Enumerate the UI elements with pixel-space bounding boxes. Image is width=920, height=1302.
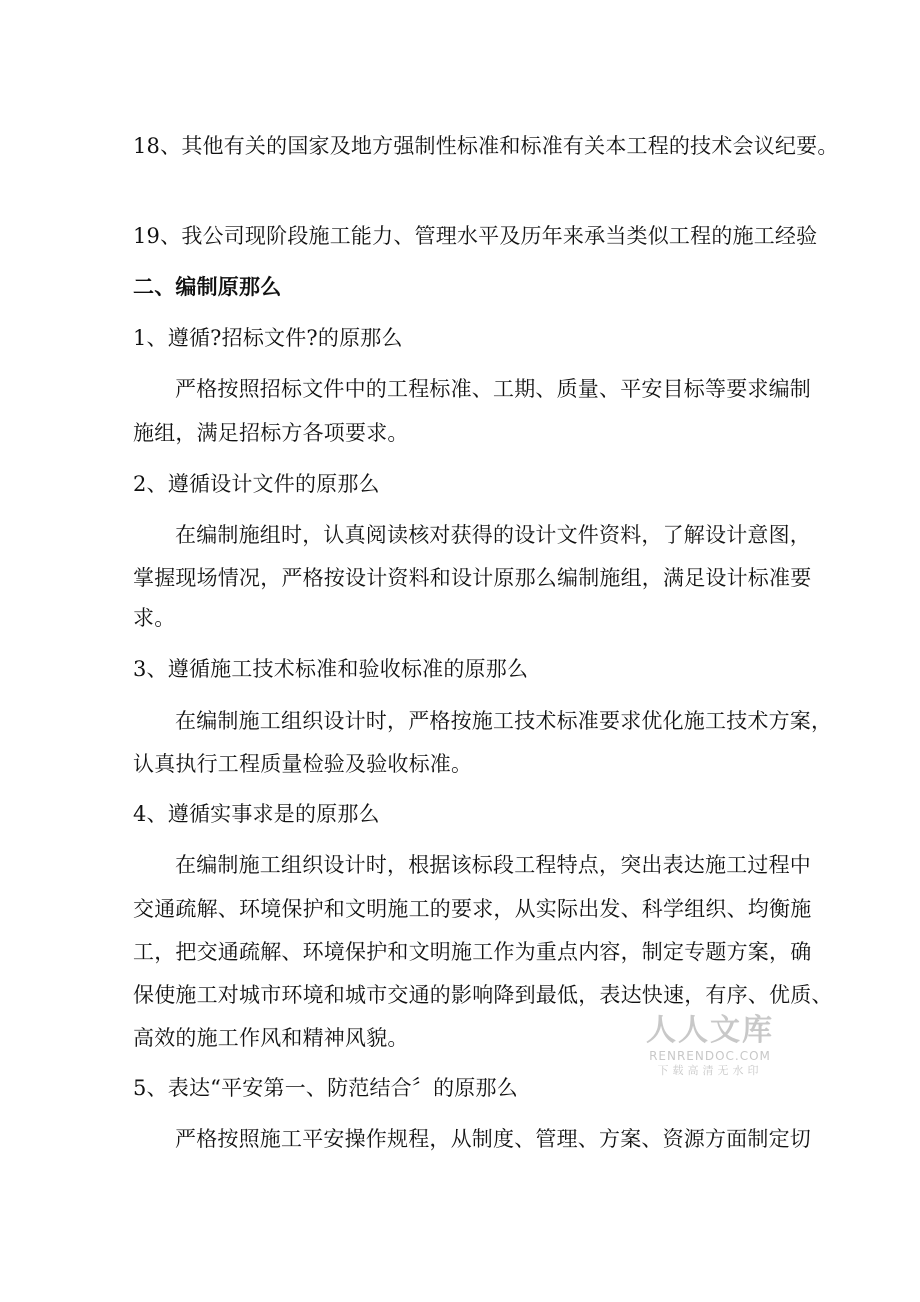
principle-3-line-1: 在编制施工组织设计时，严格按施工技术标准要求优化施工技术方案， <box>175 709 833 733</box>
watermark-subtitle: 下载高清无水印 <box>657 1064 763 1077</box>
principle-1-heading: 1、遵循?招标文件?的原那么 <box>133 326 403 350</box>
principle-4-heading: 4、遵循实事求是的原那么 <box>133 802 380 826</box>
item-18: 18、其他有关的国家及地方强制性标准和标准有关本工程的技术会议纪要。 <box>133 134 839 158</box>
watermark-domain: RENRENDOC.COM <box>649 1049 771 1063</box>
watermark-logo <box>640 1014 780 1078</box>
principle-1-line-2: 施组，满足招标方各项要求。 <box>133 421 409 445</box>
principle-2-line-3: 求。 <box>133 606 176 630</box>
principle-2-line-1: 在编制施组时，认真阅读核对获得的设计文件资料，了解设计意图， <box>175 523 811 547</box>
principle-4-line-4: 保使施工对城市环境和城市交通的影响降到最低，表达快速，有序、优质、 <box>133 983 833 1007</box>
item-19: 19、我公司现阶段施工能力、管理水平及历年来承当类似工程的施工经验 <box>133 224 818 248</box>
watermark-title: 人人文库 <box>646 1013 774 1048</box>
principle-4-line-1: 在编制施工组织设计时，根据该标段工程特点，突出表达施工过程中 <box>175 853 811 877</box>
principle-3-line-2: 认真执行工程质量检验及验收标准。 <box>133 752 473 776</box>
principle-3-heading: 3、遵循施工技术标准和验收标准的原那么 <box>133 657 529 681</box>
section-heading: 二、编制原那么 <box>133 274 282 299</box>
principle-2-heading: 2、遵循设计文件的原那么 <box>133 472 380 496</box>
principle-4-line-3: 工，把交通疏解、环境保护和文明施工作为重点内容，制定专题方案，确 <box>133 940 812 964</box>
principle-4-line-5: 高效的施工作风和精神风貌。 <box>133 1026 409 1050</box>
principle-5-line-1: 严格按照施工平安操作规程，从制度、管理、方案、资源方面制定切 <box>175 1127 811 1151</box>
principle-4-line-2: 交通疏解、环境保护和文明施工的要求，从实际出发、科学组织、均衡施 <box>133 897 812 921</box>
principle-2-line-2: 掌握现场情况，严格按设计资料和设计原那么编制施组，满足设计标准要 <box>133 566 812 590</box>
principle-1-line-1: 严格按照招标文件中的工程标准、工期、质量、平安目标等要求编制 <box>175 377 811 401</box>
principle-5-heading: 5、表达“平安第一、防范结合〞的原那么 <box>133 1076 518 1100</box>
